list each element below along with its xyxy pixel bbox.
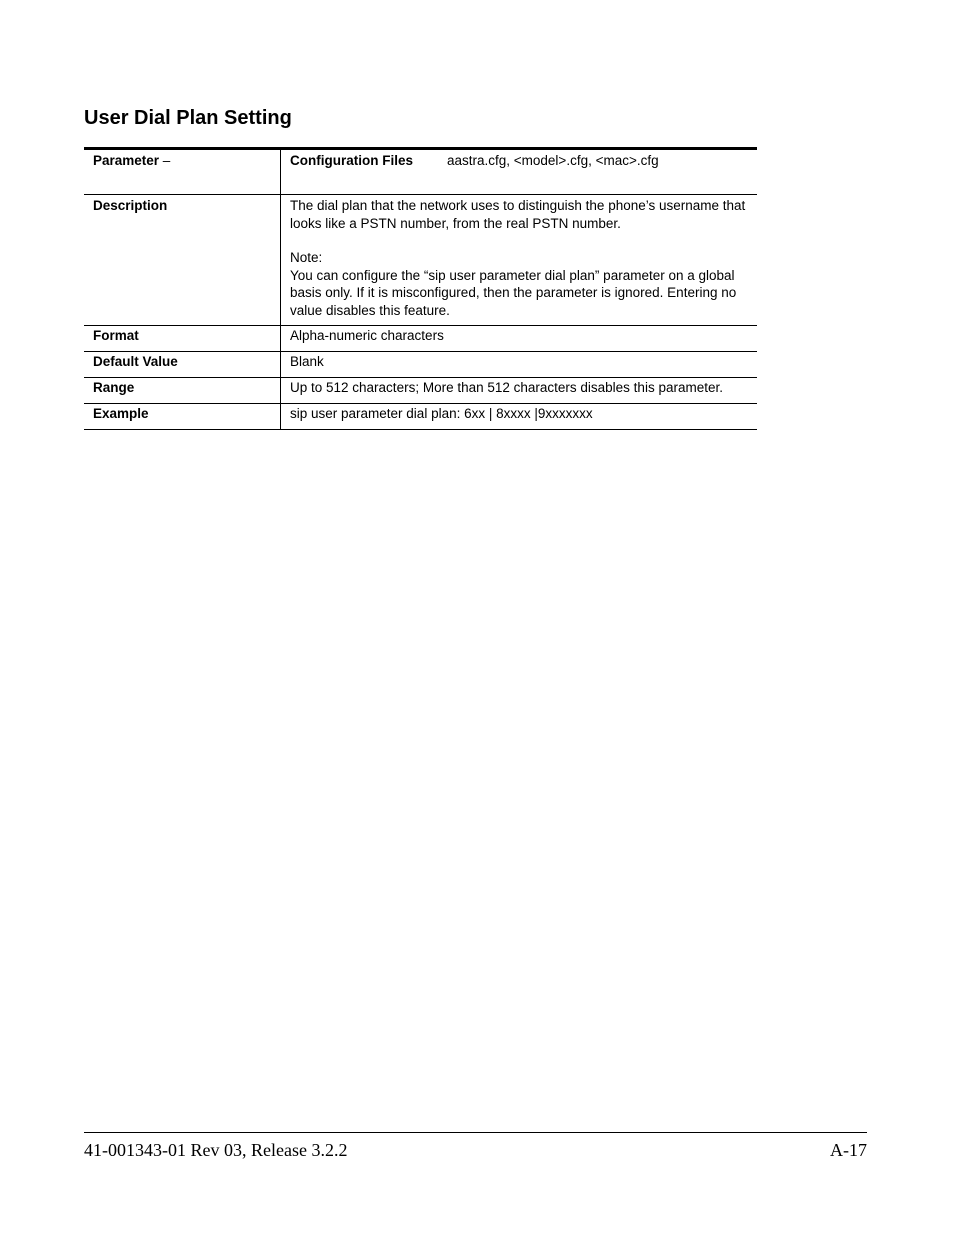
- range-label: Range: [84, 378, 281, 404]
- example-label: Example: [84, 404, 281, 430]
- format-value: Alpha-numeric characters: [281, 326, 758, 352]
- description-spacer: [290, 232, 748, 249]
- table-row-default-value: [84, 352, 757, 378]
- footer-divider: [84, 1132, 867, 1133]
- note-text: You can configure the “sip user parameter dial plan” parameter on a global basis only. If it is misconfigured, then the parameter is ignored. Entering no value disables this feature.: [290, 267, 737, 318]
- range-value: Up to 512 characters; More than 512 characters disables this parameter.: [281, 378, 758, 404]
- parameter-dash: –: [159, 153, 171, 168]
- description-value-cell: [281, 195, 758, 326]
- default-value-value: Blank: [281, 352, 758, 378]
- default-value-label: Default Value: [84, 352, 281, 378]
- parameter-label: Parameter: [93, 153, 160, 168]
- footer-page-number: A-17: [830, 1140, 867, 1160]
- note-label: Note:: [290, 250, 323, 265]
- description-label: Description: [84, 195, 281, 326]
- config-files-value: aastra.cfg, <model>.cfg, <mac>.cfg: [447, 153, 659, 168]
- parameter-table: [84, 147, 757, 430]
- table-row-example: [84, 404, 757, 430]
- table-row-parameter: [84, 149, 757, 195]
- page-title: User Dial Plan Setting: [84, 107, 292, 129]
- footer-doc-id: 41-001343-01 Rev 03, Release 3.2.2: [84, 1140, 348, 1160]
- format-label: Format: [84, 326, 281, 352]
- table-row-range: [84, 378, 757, 404]
- example-value: sip user parameter dial plan: 6xx | 8xxxx |9xxxxxxx: [281, 404, 758, 430]
- table-row-format: [84, 326, 757, 352]
- parameter-value-cell: [281, 149, 758, 195]
- parameter-label-cell: [84, 149, 281, 195]
- config-files-label: Configuration Files: [290, 153, 413, 168]
- table-row-description: [84, 195, 757, 326]
- description-text: The dial plan that the network uses to distinguish the phone’s username that looks like a PSTN number, from the real PSTN number.: [290, 198, 746, 231]
